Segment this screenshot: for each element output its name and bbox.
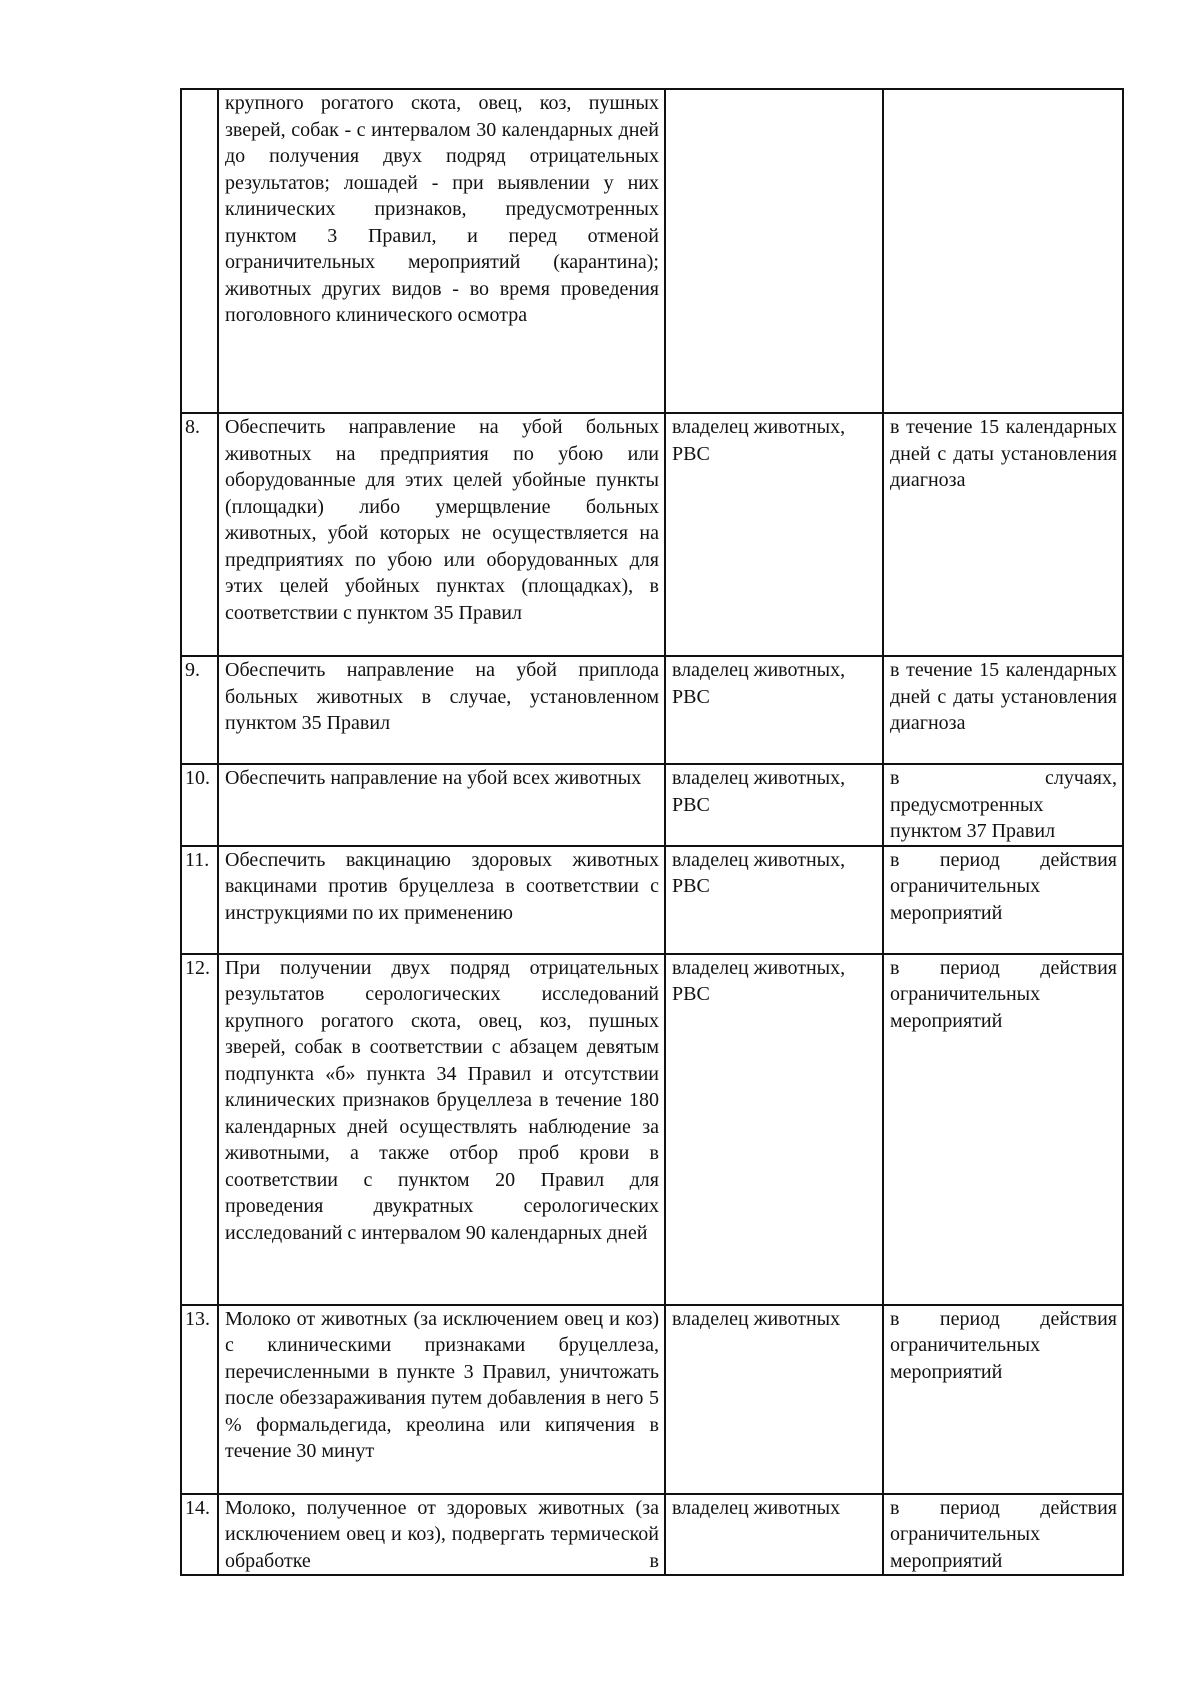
deadline-text: в течение 15 календарных дней с даты установления диагноза (883, 656, 1123, 764)
responsible-text: владелец животных, РВС (665, 846, 883, 954)
deadline-text: в период действия ограничительных мероприятий (883, 1494, 1123, 1576)
responsible-text: владелец животных (665, 1305, 883, 1494)
table-row (181, 413, 1123, 656)
measure-text: крупного рогатого скота, овец, коз, пушных зверей, собак - с интервалом 30 календарных дней до получения двух подряд отрицательных результатов; лошадей - при выявлении у них клинических признаков, предусмотренных пунктом 3 Правил, и перед отменой ограничительных мероприятий (карантина); животных других видов - во время проведения поголовного клинического осмотра (218, 89, 665, 413)
responsible-text (665, 89, 883, 413)
row-number: 14. (181, 1494, 218, 1576)
measure-text: Обеспечить направление на убой приплода больных животных в случае, установленном пунктом 35 Правил (218, 656, 665, 764)
measure-text: Обеспечить вакцинацию здоровых животных вакцинами против бруцеллеза в соответствии с инструкциями по их применению (218, 846, 665, 954)
row-number: 11. (181, 846, 218, 954)
table-row (181, 764, 1123, 846)
deadline-text: в течение 15 календарных дней с даты установления диагноза (883, 413, 1123, 656)
measure-text: Молоко от животных (за исключением овец и коз) с клиническими признаками бруцеллеза, перечисленными в пункте 3 Правил, уничтожать после обеззараживания путем добавления в него 5 % формальдегида, креолина или кипячения в течение 30 минут (218, 1305, 665, 1494)
responsible-text: владелец животных, РВС (665, 954, 883, 1305)
row-number: 13. (181, 1305, 218, 1494)
deadline-text: в случаях, предусмотренных пунктом 37 Правил (883, 764, 1123, 846)
responsible-text: владелец животных (665, 1494, 883, 1576)
table-row (181, 1305, 1123, 1494)
row-number: 8. (181, 413, 218, 656)
row-number: 9. (181, 656, 218, 764)
table-row (181, 89, 1123, 413)
measure-text: Обеспечить направление на убой всех животных (218, 764, 665, 846)
responsible-text: владелец животных, РВС (665, 413, 883, 656)
responsible-text: владелец животных, РВС (665, 764, 883, 846)
measures-table (180, 88, 1124, 1576)
row-number: 12. (181, 954, 218, 1305)
deadline-text: в период действия ограничительных мероприятий (883, 846, 1123, 954)
table-row (181, 656, 1123, 764)
table-row (181, 954, 1123, 1305)
table-row (181, 846, 1123, 954)
measure-text: Молоко, полученное от здоровых животных (за исключением овец и коз), подвергать термической обработке в (218, 1494, 665, 1576)
measure-text: Обеспечить направление на убой больных животных на предприятия по убою или оборудованные для этих целей убойные пункты (площадки) либо умерщвление больных животных, убой которых не осуществляется на предприятиях по убою или оборудованных для этих целей убойных пунктах (площадках), в соответствии с пунктом 35 Правил (218, 413, 665, 656)
deadline-text (883, 89, 1123, 413)
responsible-text: владелец животных, РВС (665, 656, 883, 764)
row-number (181, 89, 218, 413)
table-row (181, 1494, 1123, 1576)
deadline-text: в период действия ограничительных мероприятий (883, 954, 1123, 1305)
measure-text: При получении двух подряд отрицательных результатов серологических исследований крупного рогатого скота, овец, коз, пушных зверей, собак в соответствии с абзацем девятым подпункта «б» пункта 34 Правил и отсутствии клинических признаков бруцеллеза в течение 180 календарных дней осуществлять наблюдение за животными, а также отбор проб крови в соответствии с пунктом 20 Правил для проведения двукратных серологических исследований с интервалом 90 календарных дней (218, 954, 665, 1305)
deadline-text: в период действия ограничительных мероприятий (883, 1305, 1123, 1494)
row-number: 10. (181, 764, 218, 846)
